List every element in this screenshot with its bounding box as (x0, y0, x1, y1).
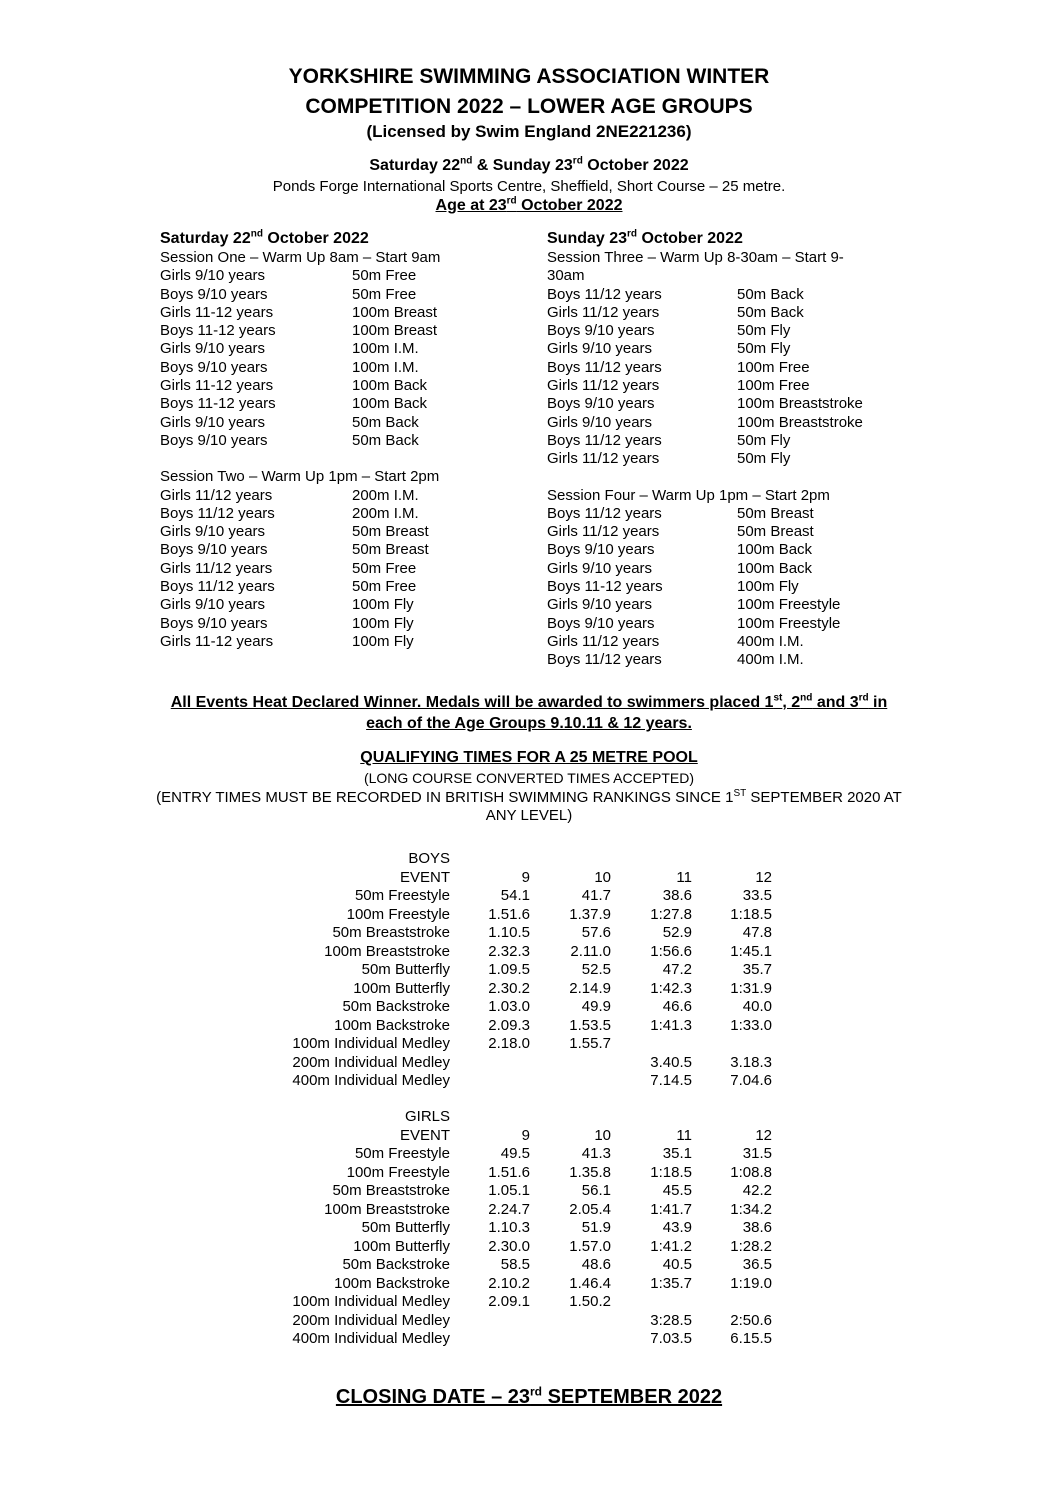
event-name: 200m Individual Medley (292, 1311, 450, 1329)
time-age-11: 52.9 (662, 924, 692, 941)
schedule-row (160, 322, 530, 340)
age-group: Boys 9/10 years (547, 541, 655, 559)
event-name: 100m Free (737, 377, 810, 395)
event-name: 100m Backstroke (334, 1016, 450, 1034)
table-row (0, 1054, 1058, 1073)
age-header-10: 10 (594, 868, 611, 886)
time-age-9: 58.5 (500, 1256, 530, 1273)
session-one-events (160, 267, 530, 450)
time-age-12: 35.7 (742, 961, 772, 978)
license-line: (Licensed by Swim England 2NE221236) (366, 122, 692, 141)
event-name: 50m Back (737, 285, 804, 303)
time-age-9: 2.30.2 (488, 979, 530, 997)
qualifying-note-1: (LONG COURSE CONVERTED TIMES ACCEPTED) (363, 770, 695, 786)
venue-line: Ponds Forge International Sports Centre, Sheffield, Short Course – 25 metre. (272, 178, 786, 195)
schedule-row (547, 359, 947, 377)
event-header: EVENT (399, 1126, 450, 1144)
table-row (0, 1275, 1058, 1294)
event-name: 50m Fly (737, 322, 791, 340)
title-line-1: YORKSHIRE SWIMMING ASSOCIATION WINTER (288, 65, 770, 88)
time-age-11: 35.1 (662, 1145, 692, 1162)
event-name: 50m Fly (737, 450, 791, 468)
event-name: 100m Fly (352, 596, 414, 614)
schedule-row (160, 377, 530, 395)
age-group: Boys 9/10 years (160, 541, 268, 559)
schedule-row (547, 322, 947, 340)
qualifying-note-2: (ENTRY TIMES MUST BE RECORDED IN BRITISH SWIMMING RANKINGS SINCE 1ST SEPTEMBER 2020 AT (156, 788, 902, 806)
title-line-2: COMPETITION 2022 – LOWER AGE GROUPS (305, 95, 753, 118)
time-age-10: 1.53.5 (569, 1016, 611, 1034)
age-group: Boys 9/10 years (160, 285, 268, 303)
age-header-12: 12 (755, 1126, 772, 1144)
age-group: Girls 9/10 years (547, 559, 653, 577)
boys-header-row (0, 869, 1058, 888)
age-group: Girls 11-12 years (160, 303, 274, 321)
event-name: 100m Back (737, 541, 813, 559)
saturday-heading: Saturday 22nd October 2022 (160, 228, 369, 247)
saturday-column (160, 229, 530, 651)
time-age-12: 1:28.2 (730, 1237, 772, 1255)
qualifying-heading: QUALIFYING TIMES FOR A 25 METRE POOL (360, 749, 698, 766)
time-age-9: 49.5 (500, 1145, 530, 1162)
time-age-9: 1.51.6 (488, 905, 530, 923)
age-group: Girls 9/10 years (160, 340, 266, 358)
event-name: 50m Backstroke (342, 998, 450, 1015)
table-row (0, 943, 1058, 962)
session-four-title: Session Four – Warm Up 1pm – Start 2pm (547, 486, 830, 504)
schedule-row (547, 651, 947, 669)
event-name: 100m Breaststroke (324, 1200, 450, 1218)
age-group: Girls 11-12 years (160, 632, 274, 650)
time-age-9: 2.32.3 (488, 942, 530, 960)
event-name: 400m I.M. (737, 651, 804, 669)
time-age-12: 36.5 (742, 1256, 772, 1273)
time-age-10: 1.37.9 (569, 905, 611, 923)
medals-note-line-1: All Events Heat Declared Winner. Medals will be awarded to swimmers placed 1st, 2nd and 3rd in (170, 692, 888, 711)
event-name: 100m Individual Medley (292, 1293, 450, 1310)
time-age-11: 7.14.5 (650, 1072, 692, 1089)
age-group: Boys 11/12 years (547, 285, 662, 303)
schedule-row (160, 596, 530, 614)
event-name: 50m Free (352, 267, 417, 285)
time-age-9: 2.09.3 (488, 1016, 530, 1034)
schedule-row (547, 578, 947, 596)
time-age-9: 2.09.1 (488, 1293, 530, 1310)
event-name: 100m Freestyle (346, 1163, 450, 1181)
event-name: 50m Fly (737, 340, 791, 358)
time-age-10: 1.57.0 (569, 1237, 611, 1255)
event-name: 50m Butterfly (361, 1219, 450, 1236)
time-age-11: 1:56.6 (650, 942, 692, 960)
time-age-10: 57.6 (581, 924, 611, 941)
table-row (0, 961, 1058, 980)
time-age-10: 41.3 (581, 1145, 611, 1162)
schedule-row (547, 304, 947, 322)
event-name: 100m Freestyle (737, 614, 841, 632)
time-age-11: 1:41.3 (650, 1016, 692, 1034)
age-group: Boys 9/10 years (547, 395, 655, 413)
age-group: Boys 11/12 years (547, 358, 662, 376)
table-row (0, 1312, 1058, 1331)
time-age-9: 1.10.3 (488, 1219, 530, 1236)
event-name: 50m Back (352, 431, 419, 449)
age-group: Girls 9/10 years (160, 523, 266, 541)
event-name: 50m Free (352, 578, 417, 596)
time-age-12: 3.18.3 (730, 1053, 772, 1071)
time-age-10: 56.1 (581, 1182, 611, 1199)
event-name: 200m Individual Medley (292, 1053, 450, 1071)
time-age-11: 1:41.7 (650, 1200, 692, 1218)
event-header: EVENT (399, 868, 450, 886)
time-age-10: 41.7 (581, 887, 611, 904)
age-note: Age at 23rd October 2022 (435, 195, 623, 214)
schedule-row (160, 633, 530, 651)
session-three-title-cont: 30am (547, 267, 585, 285)
time-age-12: 42.2 (742, 1182, 772, 1199)
event-name: 100m Back (737, 559, 813, 577)
session-three-title: Session Three – Warm Up 8-30am – Start 9- (547, 249, 844, 266)
medals-note-line-2: each of the Age Groups 9.10.11 & 12 years. (366, 715, 692, 732)
age-group: Girls 9/10 years (160, 413, 266, 431)
schedule-row (547, 395, 947, 413)
event-name: 50m Butterfly (361, 961, 450, 978)
age-header-10: 10 (594, 1126, 611, 1144)
age-header-11: 11 (676, 868, 692, 886)
age-group: Girls 9/10 years (547, 596, 653, 614)
time-age-10: 2.11.0 (570, 942, 611, 960)
session-one-title: Session One – Warm Up 8am – Start 9am (160, 249, 441, 266)
time-age-9: 2.30.0 (488, 1237, 530, 1255)
event-name: 50m Back (352, 413, 419, 431)
time-age-12: 7.04.6 (730, 1072, 772, 1089)
time-age-12: 33.5 (742, 887, 772, 904)
session-two-title: Session Two – Warm Up 1pm – Start 2pm (160, 468, 440, 486)
time-age-9: 2.10.2 (488, 1274, 530, 1292)
age-group: Boys 11-12 years (547, 578, 663, 596)
event-name: 50m Fly (737, 431, 791, 449)
event-name: 50m Breast (352, 523, 429, 541)
age-group: Girls 11/12 years (160, 486, 273, 504)
age-header-9: 9 (521, 868, 530, 886)
event-name: 50m Breast (737, 523, 814, 541)
event-name: 100m Freestyle (346, 905, 450, 923)
sunday-heading: Sunday 23rd October 2022 (547, 228, 743, 247)
table-row (0, 887, 1058, 906)
table-row (0, 1145, 1058, 1164)
table-row (0, 1201, 1058, 1220)
table-row (0, 1182, 1058, 1201)
event-name: 100m Backstroke (334, 1274, 450, 1292)
event-name: 100m Back (352, 377, 428, 395)
age-group: Girls 9/10 years (160, 596, 266, 614)
event-name: 100m Fly (352, 614, 414, 632)
time-age-10: 1.46.4 (569, 1274, 611, 1292)
schedule-row (547, 633, 947, 651)
time-age-11: 40.5 (662, 1256, 692, 1273)
time-age-12: 1:18.5 (730, 905, 772, 923)
schedule-row (547, 286, 947, 304)
time-age-9: 54.1 (500, 887, 530, 904)
age-group: Girls 11/12 years (547, 523, 660, 541)
table-row (0, 1256, 1058, 1275)
time-age-11: 1:41.2 (650, 1237, 692, 1255)
event-name: 100m I.M. (352, 340, 419, 358)
event-name: 100m Breaststroke (324, 942, 450, 960)
event-name: 50m Breast (737, 504, 814, 522)
time-age-11: 3:28.5 (650, 1311, 692, 1329)
schedule-row (160, 286, 530, 304)
table-row (0, 1293, 1058, 1312)
event-name: 400m Individual Medley (292, 1072, 450, 1089)
schedule-row (160, 395, 530, 413)
qualifying-note-2-cont: ANY LEVEL) (485, 807, 573, 824)
schedule-row (160, 414, 530, 432)
time-age-12: 31.5 (742, 1145, 772, 1162)
event-name: 50m Freestyle (354, 1145, 450, 1162)
age-group: Girls 11/12 years (547, 450, 660, 468)
age-group: Boys 11/12 years (547, 504, 662, 522)
time-age-11: 45.5 (662, 1182, 692, 1199)
time-age-10: 1.55.7 (569, 1035, 611, 1052)
time-age-12: 1:19.0 (730, 1274, 772, 1292)
time-age-12: 1:31.9 (730, 979, 772, 997)
event-name: 200m I.M. (352, 504, 419, 522)
age-group: Boys 9/10 years (160, 358, 268, 376)
time-age-10: 49.9 (581, 998, 611, 1015)
age-group: Boys 11/12 years (160, 504, 275, 522)
table-row (0, 1238, 1058, 1257)
time-age-11: 1:27.8 (650, 905, 692, 923)
time-age-11: 1:18.5 (650, 1163, 692, 1181)
time-age-10: 2.05.4 (569, 1200, 611, 1218)
time-age-11: 47.2 (662, 961, 692, 978)
table-row (0, 1072, 1058, 1091)
schedule-row (160, 359, 530, 377)
event-name: 100m Free (737, 358, 810, 376)
age-group: Boys 9/10 years (547, 614, 655, 632)
table-row (0, 1035, 1058, 1054)
age-group: Girls 11/12 years (547, 303, 660, 321)
time-age-11: 3.40.5 (650, 1053, 692, 1071)
schedule-row (160, 505, 530, 523)
time-age-12: 1:34.2 (730, 1200, 772, 1218)
session-four-events (547, 505, 947, 670)
boys-qualifying-table (0, 850, 1058, 1091)
girls-qualifying-table (0, 1108, 1058, 1349)
time-age-10: 1.50.2 (569, 1293, 611, 1310)
table-row (0, 998, 1058, 1017)
age-group: Boys 11/12 years (547, 431, 662, 449)
age-header-12: 12 (755, 868, 772, 886)
event-name: 50m Breaststroke (332, 924, 450, 941)
schedule-row (547, 615, 947, 633)
event-name: 100m Freestyle (737, 596, 841, 614)
time-age-9: 1.09.5 (488, 961, 530, 978)
boys-label: BOYS (408, 850, 450, 867)
event-name: 100m Breast (352, 322, 438, 340)
schedule-row (547, 560, 947, 578)
event-name: 100m Fly (737, 578, 799, 596)
time-age-11: 46.6 (662, 998, 692, 1015)
time-age-12: 38.6 (742, 1219, 772, 1236)
schedule-row (547, 541, 947, 559)
time-age-10: 2.14.9 (569, 979, 611, 997)
time-age-11: 38.6 (662, 887, 692, 904)
table-row (0, 980, 1058, 999)
event-name: 50m Breast (352, 541, 429, 559)
time-age-12: 40.0 (742, 998, 772, 1015)
event-name: 100m I.M. (352, 358, 419, 376)
sunday-column (547, 229, 947, 670)
time-age-9: 1.03.0 (488, 998, 530, 1015)
schedule-row (547, 596, 947, 614)
age-group: Boys 11-12 years (160, 322, 276, 340)
schedule-row (160, 560, 530, 578)
time-age-11: 1:42.3 (650, 979, 692, 997)
time-age-10: 52.5 (581, 961, 611, 978)
time-age-9: 2.24.7 (488, 1200, 530, 1218)
age-header-11: 11 (676, 1126, 692, 1144)
table-row (0, 1219, 1058, 1238)
age-group: Boys 11/12 years (160, 578, 275, 596)
table-row (0, 906, 1058, 925)
event-name: 400m Individual Medley (292, 1330, 450, 1347)
schedule-row (547, 432, 947, 450)
schedule-row (547, 505, 947, 523)
time-age-9: 1.10.5 (488, 924, 530, 941)
age-group: Girls 11-12 years (160, 377, 274, 395)
age-group: Boys 11/12 years (547, 651, 662, 669)
closing-date: CLOSING DATE – 23rd SEPTEMBER 2022 (335, 1384, 723, 1408)
age-group: Girls 11/12 years (547, 632, 660, 650)
time-age-12: 2:50.6 (730, 1311, 772, 1329)
time-age-11: 7.03.5 (650, 1330, 692, 1347)
event-name: 50m Free (352, 285, 417, 303)
time-age-10: 48.6 (581, 1256, 611, 1273)
age-group: Boys 9/10 years (160, 431, 268, 449)
time-age-12: 1:45.1 (730, 942, 772, 960)
event-name: 100m Fly (352, 632, 414, 650)
time-age-12: 1:08.8 (730, 1163, 772, 1181)
schedule-row (160, 432, 530, 450)
schedule-row (160, 541, 530, 559)
age-group: Girls 11/12 years (160, 559, 273, 577)
schedule-row (547, 450, 947, 468)
event-name: 100m Butterfly (353, 979, 450, 997)
age-group: Girls 9/10 years (547, 413, 653, 431)
event-name: 100m Breast (352, 303, 438, 321)
session-two-events (160, 487, 530, 652)
event-name: 100m Breaststroke (737, 413, 863, 431)
schedule-row (160, 487, 530, 505)
time-age-12: 6.15.5 (730, 1330, 772, 1347)
table-row (0, 1164, 1058, 1183)
time-age-11: 43.9 (662, 1219, 692, 1236)
schedule-row (547, 377, 947, 395)
schedule-row (160, 340, 530, 358)
event-name: 50m Breaststroke (332, 1182, 450, 1199)
time-age-12: 47.8 (742, 924, 772, 941)
age-group: Boys 11-12 years (160, 395, 276, 413)
event-name: 100m Butterfly (353, 1237, 450, 1255)
girls-label: GIRLS (404, 1108, 450, 1125)
event-name: 400m I.M. (737, 632, 804, 650)
age-group: Boys 9/10 years (547, 322, 655, 340)
time-age-9: 2.18.0 (488, 1035, 530, 1052)
time-age-12: 1:33.0 (730, 1016, 772, 1034)
time-age-10: 51.9 (581, 1219, 611, 1236)
time-age-10: 1.35.8 (569, 1163, 611, 1181)
table-row (0, 1017, 1058, 1036)
schedule-row (547, 340, 947, 358)
time-age-11: 1:35.7 (650, 1274, 692, 1292)
session-three-events (547, 286, 947, 469)
schedule-row (547, 414, 947, 432)
event-name: 50m Back (737, 303, 804, 321)
age-header-9: 9 (521, 1126, 530, 1144)
table-row (0, 924, 1058, 943)
time-age-9: 1.51.6 (488, 1163, 530, 1181)
event-name: 100m Breaststroke (737, 395, 863, 413)
schedule-row (160, 523, 530, 541)
event-name: 50m Freestyle (354, 887, 450, 904)
event-name: 50m Backstroke (342, 1256, 450, 1273)
schedule-row (160, 304, 530, 322)
girls-header-row (0, 1127, 1058, 1146)
age-group: Girls 11/12 years (547, 377, 660, 395)
schedule-row (160, 615, 530, 633)
event-name: 50m Free (352, 559, 417, 577)
event-dates: Saturday 22nd & Sunday 23rd October 2022 (369, 155, 689, 174)
event-name: 200m I.M. (352, 486, 419, 504)
schedule-row (160, 578, 530, 596)
table-row (0, 1330, 1058, 1349)
event-name: 100m Individual Medley (292, 1035, 450, 1052)
schedule-row (547, 523, 947, 541)
time-age-9: 1.05.1 (488, 1182, 530, 1199)
age-group: Girls 9/10 years (160, 267, 266, 285)
schedule-row (160, 267, 530, 285)
age-group: Boys 9/10 years (160, 614, 268, 632)
event-name: 100m Back (352, 395, 428, 413)
age-group: Girls 9/10 years (547, 340, 653, 358)
